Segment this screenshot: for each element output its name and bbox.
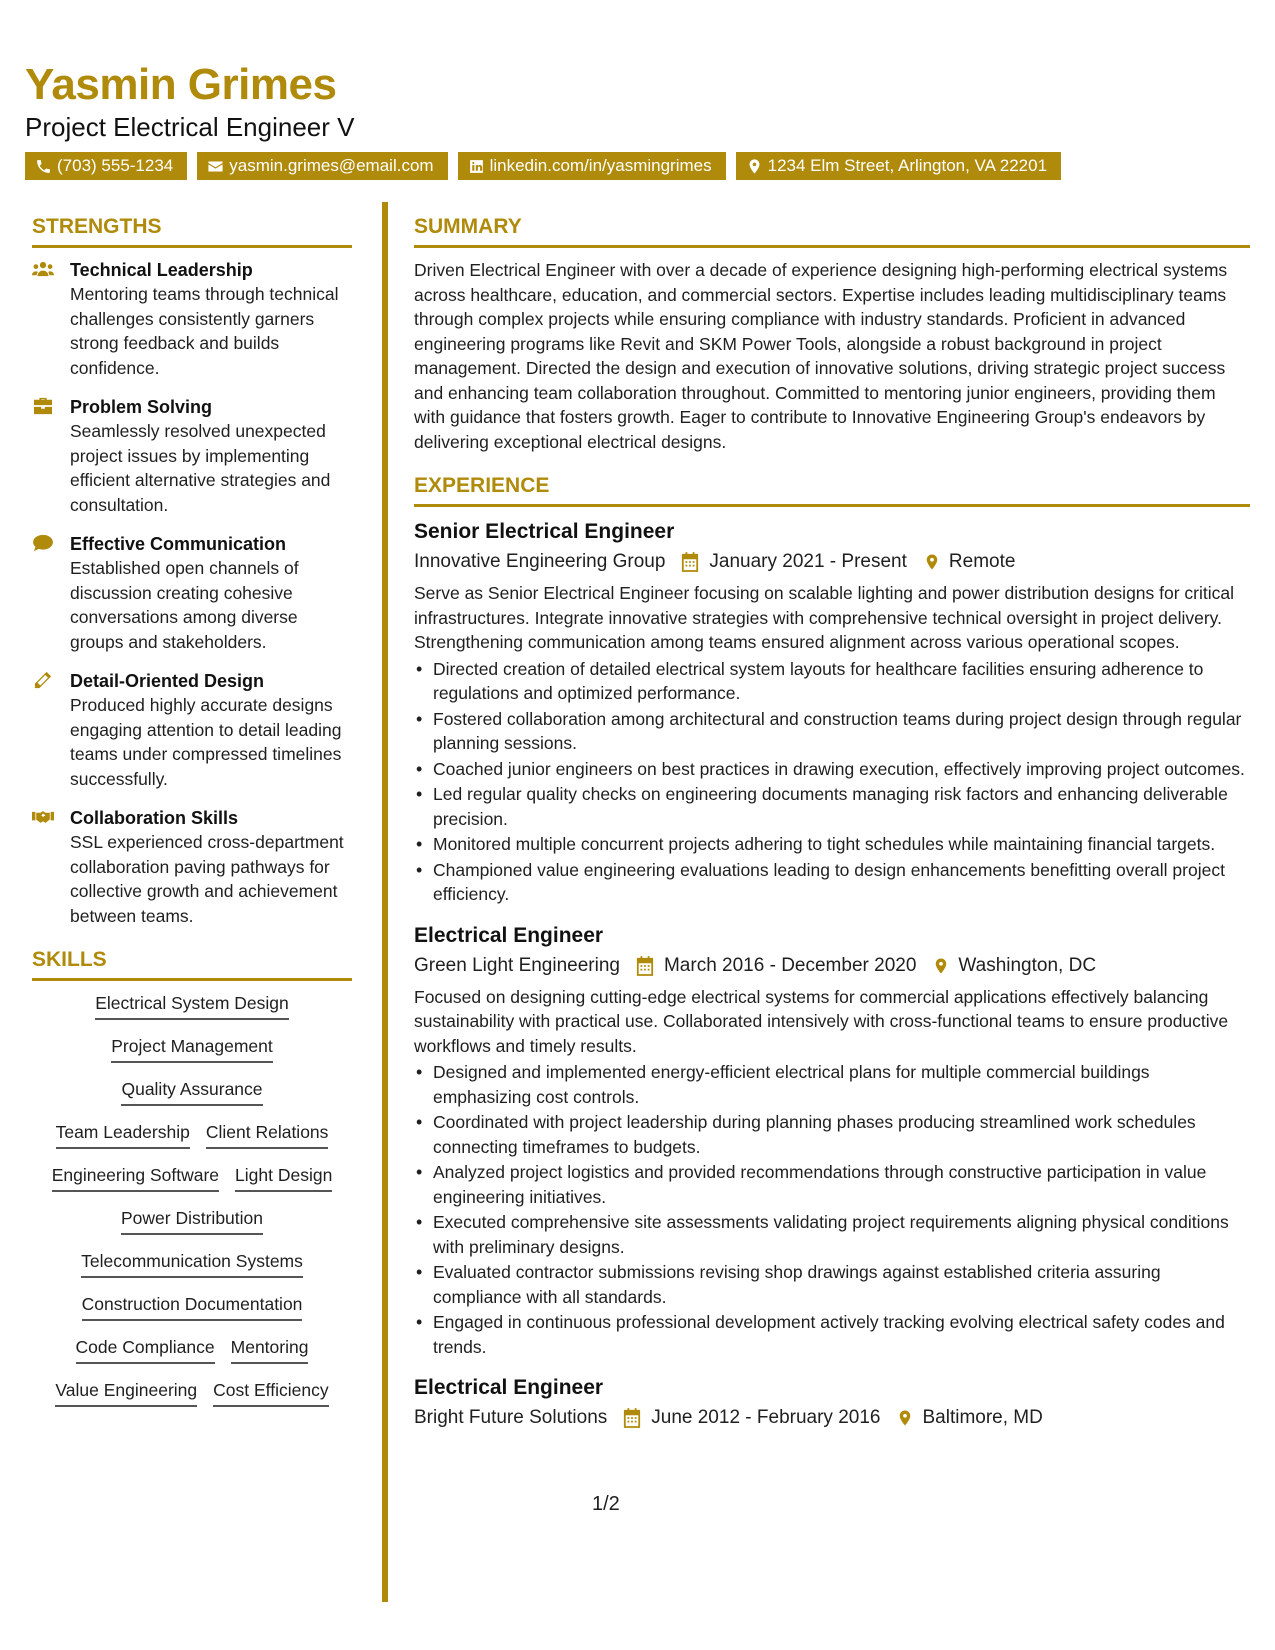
strength-desc: Seamlessly resolved unexpected project issues by implementing efficient alternative strategies and consultation. xyxy=(70,421,331,515)
contact-email[interactable] xyxy=(197,152,447,180)
bullet-item: • Evaluated contractor submissions revising shop drawings against established criteria assuring compliance with all standards. xyxy=(414,1260,1250,1309)
contact-address-text: 1234 Elm Street, Arlington, VA 22201 xyxy=(767,156,1048,175)
skills-heading: SKILLS xyxy=(32,948,352,981)
page-number: 1/2 xyxy=(592,1493,620,1515)
strength-desc: Established open channels of discussion creating cohesive conversations among diverse groups and stakeholders. xyxy=(70,558,299,652)
handshake-icon xyxy=(32,808,54,826)
bullet-item: • Led regular quality checks on engineering documents managing risk factors and enhancing deliverable precision. xyxy=(414,782,1250,831)
skill-tag: Value Engineering xyxy=(55,1378,197,1407)
job-dates: June 2012 - February 2016 xyxy=(651,1407,881,1428)
summary-heading: SUMMARY xyxy=(414,215,1250,248)
job-entry xyxy=(414,921,1250,1360)
calendar-icon xyxy=(623,1408,641,1428)
skill-tag: Cost Efficiency xyxy=(213,1378,328,1407)
job-company: Bright Future Solutions xyxy=(414,1407,608,1428)
strength-item xyxy=(32,532,352,654)
bullet-item: • Engaged in continuous professional development actively tracking evolving electrical safety codes and trends. xyxy=(414,1310,1250,1359)
skill-tag: Construction Documentation xyxy=(82,1292,303,1321)
job-meta xyxy=(414,547,1250,577)
job-meta xyxy=(414,951,1250,981)
job-meta xyxy=(414,1403,1250,1433)
job-title: Electrical Engineer xyxy=(414,1376,604,1399)
bullet-item: • Analyzed project logistics and provided recommendations through constructive participation in value engineering initiatives. xyxy=(414,1160,1250,1209)
skill-tag: Code Compliance xyxy=(76,1335,215,1364)
job-description: Focused on designing cutting-edge electrical systems for commercial applications effectively balancing sustainability with practical use. Collaborated intensively with cross-functional teams to ensure productive workflows and timely results. xyxy=(414,986,1229,1056)
summary-text: Driven Electrical Engineer with over a decade of experience designing high-performing electrical systems across healthcare, education, and commercial sectors. Expertise includes leading multidisciplinary teams through complex projects while ensuring compliance with industry standards. Proficient in advanced engineering programs like Revit and SKM Power Tools, alongside a robust background in project management. Directed the design and execution of innovative solutions, driving strategic project success and enhancing team collaboration throughout. Committed to mentoring junior engineers, providing them with guidance that fosters growth. Eager to contribute to Innovative Engineering Group's endeavors by delivering exceptional electrical designs. xyxy=(414,260,1228,452)
strength-title: Detail-Oriented Design xyxy=(70,671,265,691)
job-location: Washington, DC xyxy=(958,954,1097,976)
strength-title: Problem Solving xyxy=(70,397,213,417)
location-icon xyxy=(923,552,941,572)
calendar-icon xyxy=(681,552,699,572)
job-location: Remote xyxy=(948,551,1016,572)
strength-desc: Produced highly accurate designs engaging attention to detail leading teams under compressed timelines successfully. xyxy=(70,695,342,789)
skill-tag: Telecommunication Systems xyxy=(81,1249,303,1278)
strength-item xyxy=(32,669,352,791)
skill-tag: Mentoring xyxy=(231,1335,309,1364)
strength-item xyxy=(32,806,352,928)
skill-tag: Project Management xyxy=(111,1034,272,1063)
skill-tag: Power Distribution xyxy=(121,1206,263,1235)
job-dates: March 2016 - December 2020 xyxy=(663,954,917,976)
bullet-item: • Fostered collaboration among architectural and construction teams during project design through regular planning sessions. xyxy=(414,707,1250,756)
skill-tag: Client Relations xyxy=(206,1120,329,1149)
skills-list xyxy=(32,991,352,1421)
contact-bar xyxy=(25,152,1061,180)
job-entry xyxy=(414,1373,1250,1433)
contact-address xyxy=(736,152,1061,180)
pencil-icon xyxy=(32,671,54,689)
bullet-item: • Coached junior engineers on best practices in drawing execution, effectively improving project outcomes. xyxy=(414,757,1250,782)
right-column xyxy=(414,215,1250,1447)
strength-item xyxy=(32,258,352,380)
candidate-title: Project Electrical Engineer V xyxy=(25,112,355,142)
toolbox-icon xyxy=(32,397,54,415)
left-column xyxy=(32,215,352,1421)
skill-tag: Quality Assurance xyxy=(121,1077,262,1106)
location-icon xyxy=(896,1408,914,1428)
skill-tag: Light Design xyxy=(235,1163,332,1192)
bullet-item: • Championed value engineering evaluations leading to design enhancements benefitting overall project efficiency. xyxy=(414,858,1250,907)
strength-desc: SSL experienced cross-department collaboration paving pathways for collective growth and achievement between teams. xyxy=(70,832,344,926)
comment-icon xyxy=(32,534,54,552)
job-bullets xyxy=(414,657,1250,907)
location-icon xyxy=(932,956,950,976)
strength-title: Collaboration Skills xyxy=(70,808,239,828)
email-icon xyxy=(207,158,224,175)
bullet-item: • Designed and implemented energy-efficient electrical plans for multiple commercial buildings emphasizing cost controls. xyxy=(414,1060,1250,1109)
candidate-name: Yasmin Grimes xyxy=(25,60,337,109)
column-divider xyxy=(382,202,388,1602)
linkedin-icon xyxy=(468,158,485,175)
contact-phone-text: (703) 555-1234 xyxy=(57,156,174,175)
job-location: Baltimore, MD xyxy=(922,1407,1043,1428)
job-bullets xyxy=(414,1060,1250,1359)
job-entry xyxy=(414,517,1250,907)
strength-item xyxy=(32,395,352,517)
calendar-icon xyxy=(636,956,654,976)
contact-linkedin-text: linkedin.com/in/yasmingrimes xyxy=(489,156,712,175)
bullet-item: • Executed comprehensive site assessments validating project requirements aligning physical conditions with preliminary designs. xyxy=(414,1210,1250,1259)
experience-heading: EXPERIENCE xyxy=(414,474,1250,507)
strength-title: Technical Leadership xyxy=(70,260,253,280)
strengths-heading: STRENGTHS xyxy=(32,215,352,248)
contact-linkedin[interactable] xyxy=(458,152,726,180)
strength-desc: Mentoring teams through technical challenges consistently garners strong feedback and builds confidence. xyxy=(70,284,339,378)
skill-tag: Team Leadership xyxy=(56,1120,190,1149)
job-description: Serve as Senior Electrical Engineer focusing on scalable lighting and power distribution designs for critical infrastructures. Integrate innovative strategies with comprehensive technical oversight in project delivery. Strengthening communication among teams ensured alignment across various operational scopes. xyxy=(414,583,1235,652)
skill-tag: Electrical System Design xyxy=(95,991,289,1020)
bullet-item: • Directed creation of detailed electrical system layouts for healthcare facilities ensuring adherence to regulations and optimized performance. xyxy=(414,657,1250,706)
skill-tag: Engineering Software xyxy=(52,1163,219,1192)
job-company: Innovative Engineering Group xyxy=(414,551,666,572)
bullet-item: • Monitored multiple concurrent projects adhering to tight schedules while maintaining financial targets. xyxy=(414,832,1250,857)
phone-icon xyxy=(35,158,52,175)
strength-title: Effective Communication xyxy=(70,534,287,554)
location-icon xyxy=(746,158,763,175)
users-icon xyxy=(32,260,54,278)
bullet-item: • Coordinated with project leadership during planning phases producing streamlined work schedules connecting timeframes to budgets. xyxy=(414,1110,1250,1159)
contact-phone[interactable] xyxy=(25,152,187,180)
job-dates: January 2021 - Present xyxy=(709,551,907,572)
job-title: Senior Electrical Engineer xyxy=(414,520,675,543)
job-title: Electrical Engineer xyxy=(414,923,604,947)
job-company: Green Light Engineering xyxy=(414,954,620,976)
contact-email-text: yasmin.grimes@email.com xyxy=(229,156,434,175)
